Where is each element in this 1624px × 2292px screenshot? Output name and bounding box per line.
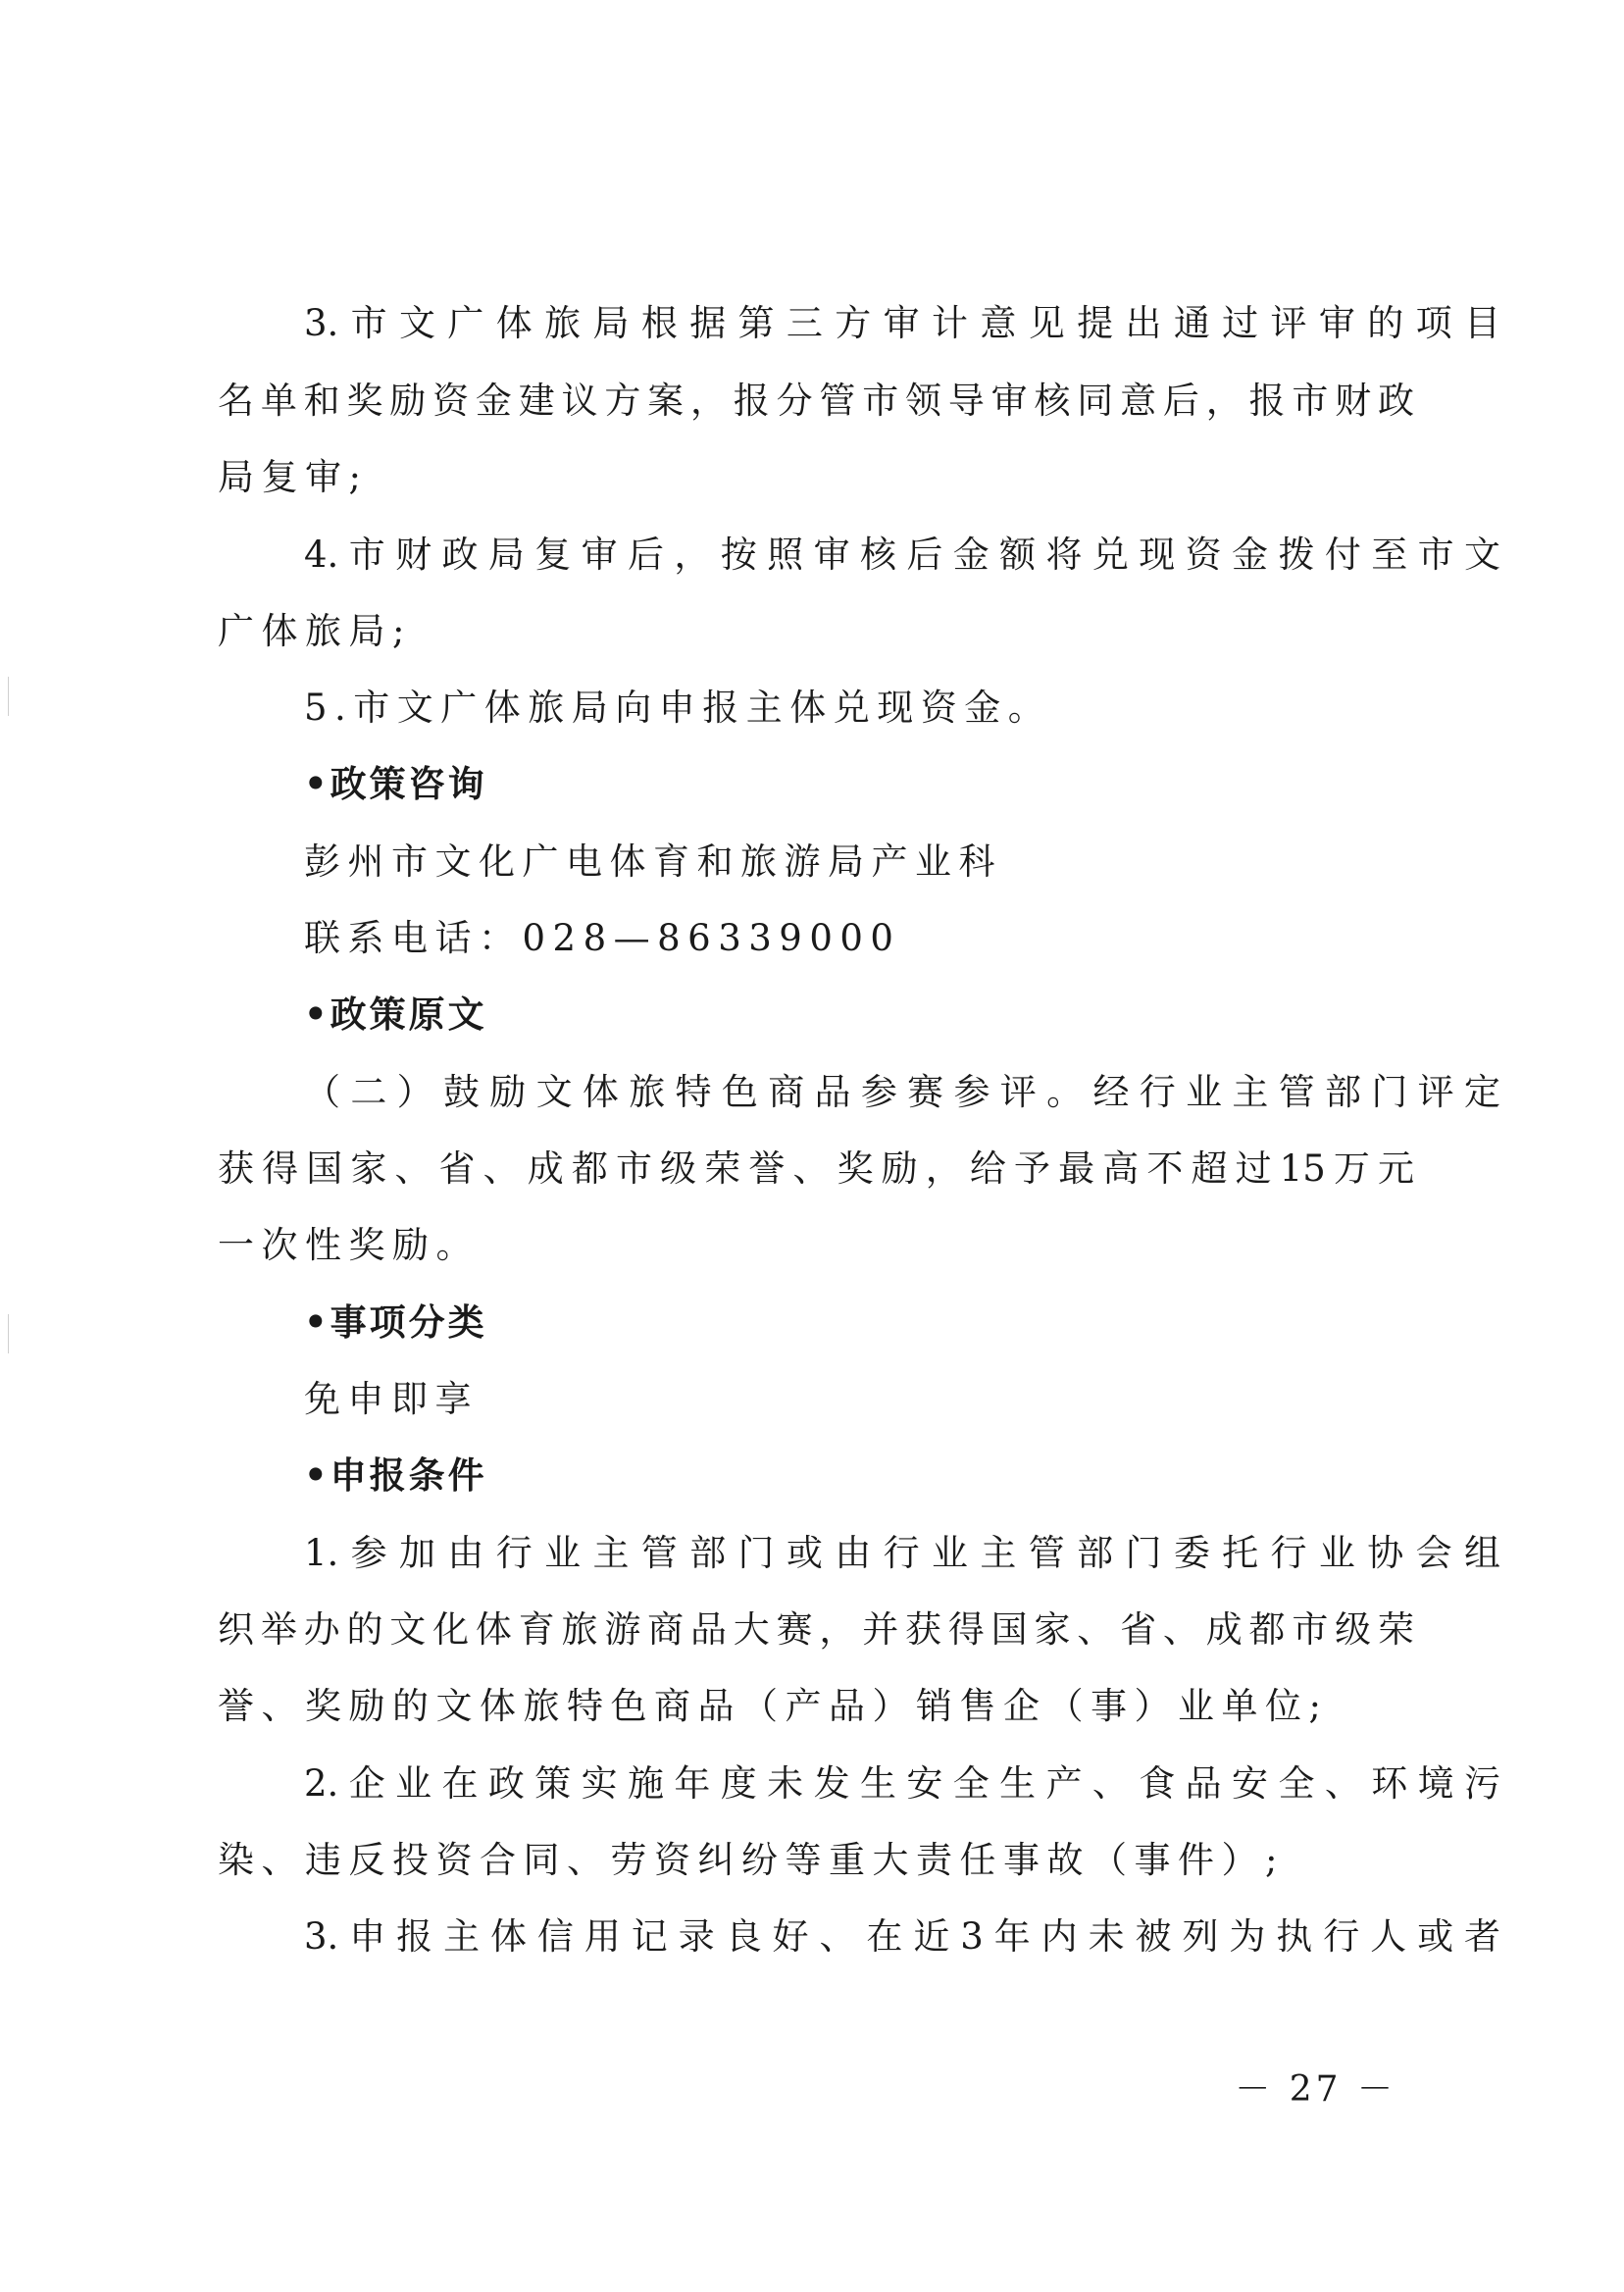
paragraph-line: （二）鼓励文体旅特色商品参赛参评。经行业主管部门评定 — [304, 1071, 1500, 1113]
paragraph-line: 名单和奖励资金建议方案，报分管市领导审核同意后，报市财政 — [218, 380, 1414, 422]
section-heading-policy-consultation: •政策咨询 — [304, 763, 487, 805]
paragraph-line: 染、违反投资合同、劳资纠纷等重大责任事故（事件）; — [218, 1839, 1285, 1881]
paragraph-line: 织举办的文化体育旅游商品大赛，并获得国家、省、成都市级荣 — [218, 1608, 1414, 1651]
page-number: － 27 － — [1235, 2069, 1396, 2110]
section-heading-application-conditions: •申报条件 — [304, 1454, 487, 1497]
section-heading-item-category: •事项分类 — [304, 1301, 487, 1344]
paragraph-line: 3.申报主体信用记录良好、在近3年内未被列为执行人或者 — [304, 1915, 1500, 1958]
paragraph-line: 获得国家、省、成都市级荣誉、奖励，给予最高不超过15万元 — [218, 1147, 1414, 1190]
paragraph-line: 一次性奖励。 — [218, 1224, 480, 1266]
paragraph-line: 2.企业在政策实施年度未发生安全生产、食品安全、环境污 — [304, 1762, 1500, 1805]
department-name: 彭州市文化广电体育和旅游局产业科 — [304, 840, 1002, 883]
contact-phone: 联系电话：028—86339000 — [304, 917, 901, 959]
paragraph-line: 局复审; — [218, 456, 369, 498]
item-category-value: 免申即享 — [304, 1378, 479, 1420]
paragraph-line: 4.市财政局复审后，按照审核后金额将兑现资金拨付至市文 — [304, 534, 1500, 576]
scan-margin-mark — [8, 677, 9, 716]
paragraph-line: 5.市文广体旅局向申报主体兑现资金。 — [304, 687, 1052, 729]
section-heading-policy-text: •政策原文 — [304, 993, 487, 1036]
paragraph-line: 誉、奖励的文体旅特色商品（产品）销售企（事）业单位; — [218, 1685, 1329, 1727]
paragraph-line: 3.市文广体旅局根据第三方审计意见提出通过评审的项目 — [304, 302, 1500, 344]
paragraph-line: 广体旅局; — [218, 610, 412, 652]
scan-margin-mark — [8, 1314, 9, 1353]
paragraph-line: 1.参加由行业主管部门或由行业主管部门委托行业协会组 — [304, 1532, 1500, 1574]
